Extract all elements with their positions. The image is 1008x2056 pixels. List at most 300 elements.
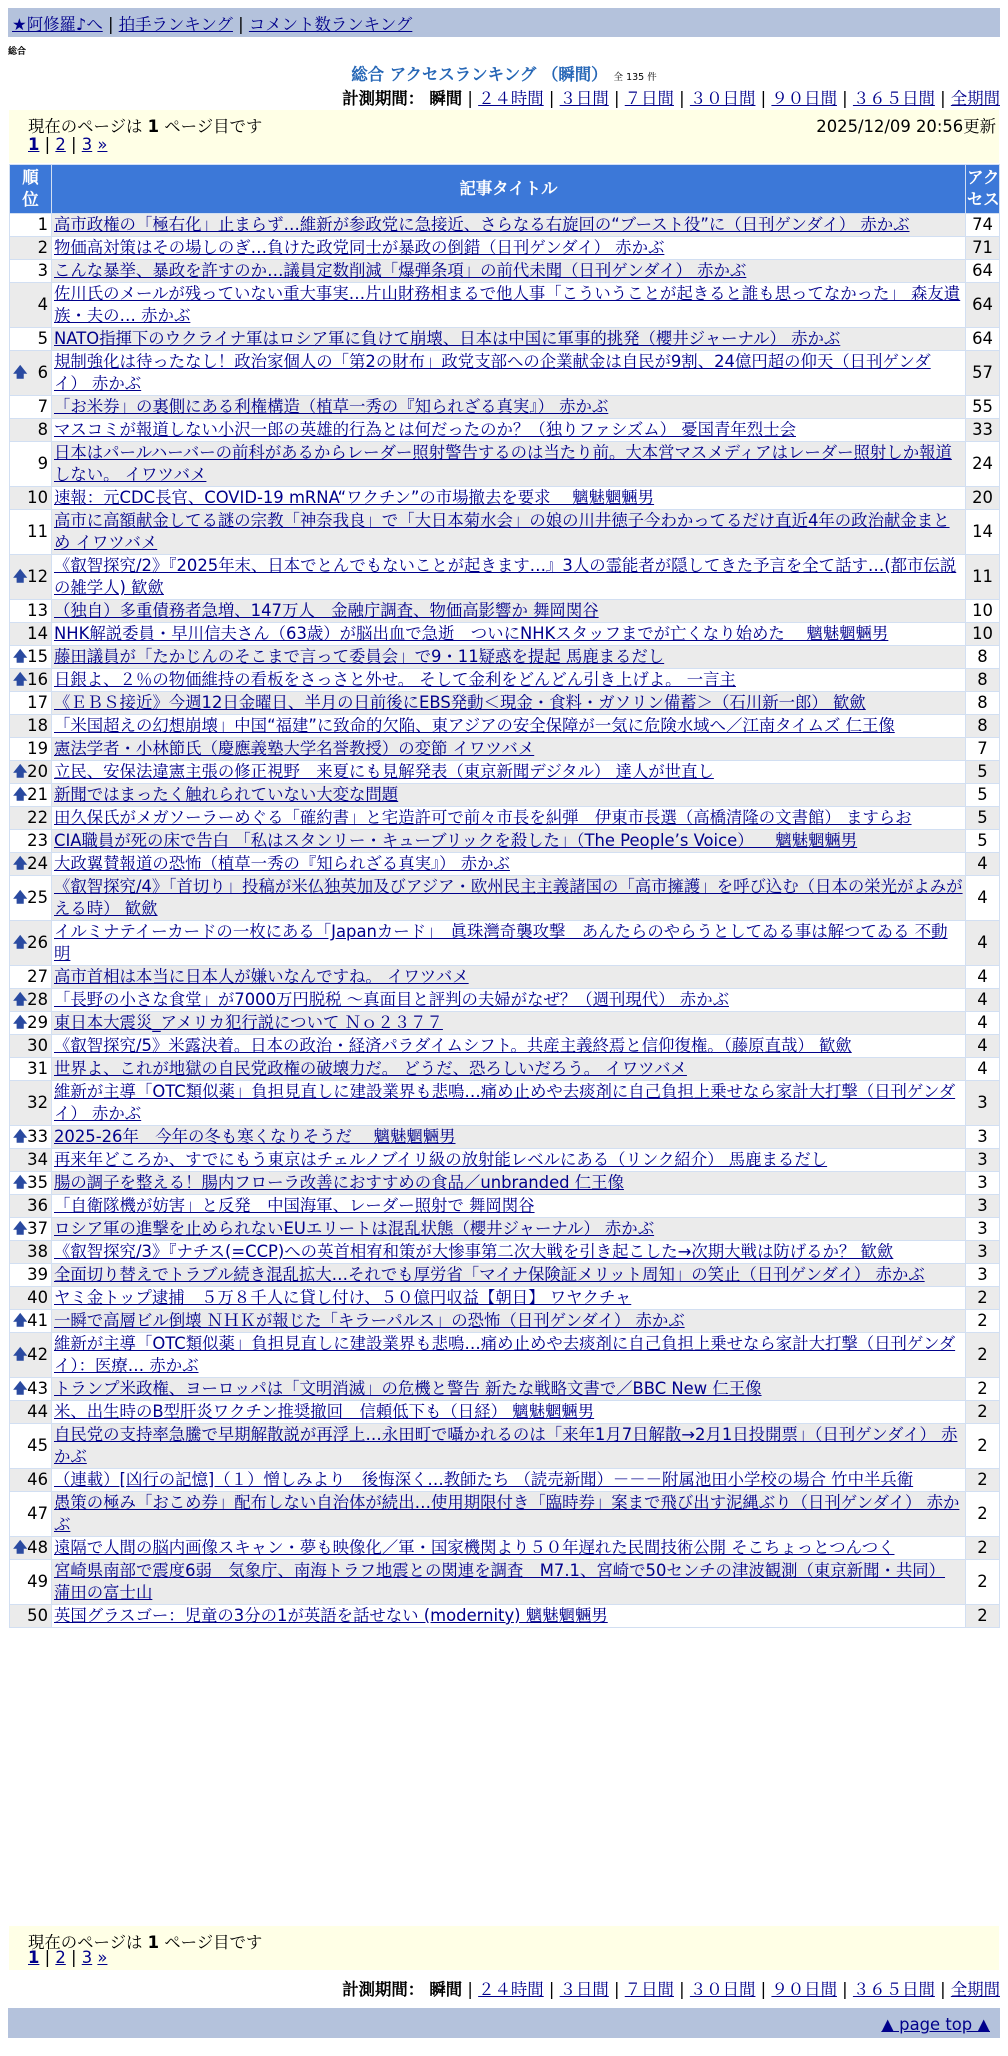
table-row <box>10 237 1000 260</box>
table-row <box>10 830 1000 853</box>
access-count: 57 <box>966 351 1000 396</box>
table-row <box>10 487 1000 510</box>
period-separator: | <box>836 89 853 108</box>
access-count: 64 <box>966 260 1000 283</box>
period-separator: | <box>608 89 625 108</box>
access-count: 3 <box>966 1195 1000 1218</box>
clap-ranking-link[interactable]: 拍手ランキング <box>118 15 233 34</box>
article-link[interactable]: 宮崎県南部で震度6弱 気象庁、南海トラフ地震との関連を調査 M7.1、宮崎で50センチの津波観測（東京新聞・共同） 蒲田の富士山 <box>54 1561 946 1602</box>
access-count: 55 <box>966 396 1000 419</box>
period-label: 計測期間： <box>342 89 425 108</box>
period-separator: | <box>462 1980 479 1999</box>
next-page-link[interactable]: » <box>97 135 108 154</box>
title-cell <box>52 761 966 784</box>
rank-number: 12 <box>27 567 48 586</box>
rank-cell <box>10 600 52 623</box>
home-link[interactable]: ★阿修羅♪へ <box>12 15 103 34</box>
period-selector-bottom <box>342 1976 1000 2000</box>
period-separator: | <box>543 1980 560 1999</box>
access-count: 4 <box>966 1035 1000 1058</box>
table-row <box>10 623 1000 646</box>
access-count: 33 <box>966 419 1000 442</box>
access-count: 2 <box>966 1310 1000 1333</box>
rank-number: 24 <box>27 854 48 873</box>
rank-cell <box>10 1241 52 1264</box>
up-arrow-icon: 🡅 <box>13 764 28 780</box>
article-link[interactable]: トランプ米政権、ヨーロッパは「文明消滅」の危機と警告 新たな戦略文書で／BBC New 仁王像 <box>54 1379 762 1398</box>
access-count: 2 <box>966 1560 1000 1605</box>
access-count: 8 <box>966 715 1000 738</box>
rank-cell <box>10 1469 52 1492</box>
title-cell <box>52 921 966 966</box>
page-top-link[interactable]: ▲ page top ▲ <box>881 2015 990 2034</box>
up-arrow-icon: 🡅 <box>13 672 28 688</box>
access-count: 2 <box>966 1424 1000 1469</box>
title-cell <box>52 853 966 876</box>
rank-number: 2 <box>37 238 48 257</box>
table-row <box>10 396 1000 419</box>
article-link[interactable]: 田久保氏がメガソーラーめぐる「確約書」と宅造許可で前々市長を糾弾 伊東市長選（高橋清隆の文書館） ますらお <box>54 808 912 827</box>
rank-cell <box>10 555 52 600</box>
article-link[interactable]: 維新が主導「OTC類似薬」負担見直しに建設業界も悲鳴…痛め止めや去痰剤に自己負担上乗せなら家計大打撃（日刊ゲンダイ）：医療… 赤かぶ <box>54 1334 956 1375</box>
access-count: 20 <box>966 487 1000 510</box>
title-cell <box>52 1401 966 1424</box>
table-row <box>10 442 1000 487</box>
rank-cell <box>10 328 52 351</box>
access-count: 71 <box>966 237 1000 260</box>
article-link[interactable]: 遠隔で人間の脳内画像スキャン・夢も映像化／軍・国家機関より５０年遅れた民間技術公開 そこちょっとつんつく <box>54 1538 895 1557</box>
period-option-6[interactable]: ３６５日間 <box>852 89 935 108</box>
table-row <box>10 1126 1000 1149</box>
table-row <box>10 715 1000 738</box>
title-cell <box>52 966 966 989</box>
period-separator: | <box>934 89 951 108</box>
rank-header: 順位 <box>10 165 52 214</box>
up-arrow-icon: 🡅 <box>13 1129 28 1145</box>
period-option-3[interactable]: ７日間 <box>624 1980 674 1999</box>
title-cell <box>52 510 966 555</box>
period-option-6[interactable]: ３６５日間 <box>852 1980 935 1999</box>
title-cell <box>52 1378 966 1401</box>
access-count: 11 <box>966 555 1000 600</box>
pagination: 1 | 2 | 3 » <box>28 1948 108 1967</box>
rank-cell <box>10 1424 52 1469</box>
table-row <box>10 1333 1000 1378</box>
title-cell <box>52 1172 966 1195</box>
article-link[interactable]: こんな暴挙、暴政を許すのか…議員定数削減「爆弾条項」の前代未聞（日刊ゲンダイ） 赤かぶ <box>54 261 747 280</box>
up-arrow-icon: 🡅 <box>13 787 28 803</box>
article-link[interactable]: 《叡智探究/5》米露決着。日本の政治・経済パラダイムシフト。共産主義終焉と信仰復権。（藤原直哉） 歓歛 <box>54 1036 852 1055</box>
title-cell <box>52 715 966 738</box>
period-separator: | <box>608 1980 625 1999</box>
rank-number: 10 <box>27 488 48 507</box>
period-separator: | <box>673 89 690 108</box>
period-option-4[interactable]: ３０日間 <box>689 1980 756 1999</box>
rank-cell <box>10 1081 52 1126</box>
access-count: 4 <box>966 989 1000 1012</box>
table-row <box>10 692 1000 715</box>
rank-cell <box>10 966 52 989</box>
access-count: 8 <box>966 669 1000 692</box>
access-count: 3 <box>966 1218 1000 1241</box>
article-link[interactable]: 《叡智探究/4》「首切り」投稿が米仏独英加及びアジア・欧州民主主義諸国の「高市擁護」を呼び込む（日本の栄光がよみがえる時） 歓歛 <box>54 877 963 918</box>
title-cell <box>52 396 966 419</box>
rank-number: 30 <box>27 1036 48 1055</box>
rank-cell <box>10 669 52 692</box>
rank-number: 14 <box>27 624 48 643</box>
table-row <box>10 1172 1000 1195</box>
title-cell <box>52 1149 966 1172</box>
table-row <box>10 1560 1000 1605</box>
table-row <box>10 1241 1000 1264</box>
rank-cell <box>10 510 52 555</box>
period-option-1[interactable]: ２４時間 <box>478 1980 544 1999</box>
period-option-7[interactable]: 全期間 <box>950 1980 1000 1999</box>
title-cell <box>52 1126 966 1149</box>
title-cell <box>52 1287 966 1310</box>
title-cell <box>52 1241 966 1264</box>
rank-number: 13 <box>27 601 48 620</box>
article-link[interactable]: 愚策の極み「おこめ券」配布しない自治体が続出…使用期限付き「臨時券」案まで飛び出す泥縄ぶり（日刊ゲンダイ） 赤かぶ <box>54 1493 960 1534</box>
page-info-box <box>9 110 999 163</box>
title-cell <box>52 646 966 669</box>
rank-cell <box>10 1218 52 1241</box>
rank-number: 41 <box>27 1311 48 1330</box>
access-count: 3 <box>966 1264 1000 1287</box>
article-link[interactable]: 「自衛隊機が妨害」と反発 中国海軍、レーダー照射で 舞岡関谷 <box>54 1196 535 1215</box>
rank-cell <box>10 921 52 966</box>
rank-cell <box>10 1149 52 1172</box>
article-link[interactable]: （連載）[凶行の記憶]（１）憎しみより 後悔深く…教師たち （読売新聞）－－－附属池田小学校の場合 竹中半兵衛 <box>54 1470 914 1489</box>
rank-number: 40 <box>27 1288 48 1307</box>
period-separator: | <box>755 89 772 108</box>
article-link[interactable]: 腸の調子を整える！腸内フローラ改善におすすめの食品／unbranded 仁王像 <box>54 1173 624 1192</box>
rank-number: 8 <box>37 420 48 439</box>
rank-number: 3 <box>37 261 48 280</box>
rank-number: 45 <box>27 1436 48 1455</box>
title-cell <box>52 442 966 487</box>
access-count: 4 <box>966 966 1000 989</box>
table-row <box>10 419 1000 442</box>
access-count: 4 <box>966 1012 1000 1035</box>
access-count: 3 <box>966 1081 1000 1126</box>
table-row <box>10 1469 1000 1492</box>
article-link[interactable]: CIA職員が死の床で告白 「私はスタンリー・キューブリックを殺した」（The People’s Voice） 魑魅魍魎男 <box>54 831 858 850</box>
article-link[interactable]: ヤミ金トップ逮捕 ５万８千人に貸し付け、５０億円収益【朝日】 ワヤクチャ <box>54 1288 632 1307</box>
title-cell <box>52 738 966 761</box>
article-link[interactable]: 憲法学者・小林節氏（慶應義塾大学名誉教授）の変節 イワツバメ <box>54 739 535 758</box>
title-cell <box>52 260 966 283</box>
rank-cell <box>10 1012 52 1035</box>
title-cell <box>52 1424 966 1469</box>
table-row <box>10 214 1000 237</box>
table-row <box>10 761 1000 784</box>
rank-cell <box>10 692 52 715</box>
access-count: 3 <box>966 1172 1000 1195</box>
rank-cell <box>10 1378 52 1401</box>
title-cell <box>52 1081 966 1126</box>
title-cell <box>52 1310 966 1333</box>
rank-number: 48 <box>27 1538 48 1557</box>
article-link[interactable]: 再来年どころか、すでにもう東京はチェルノブイリ級の放射能レベルにある（リンク紹介） 馬鹿まるだし <box>54 1150 828 1169</box>
period-separator: | <box>755 1980 772 1999</box>
comment-ranking-link[interactable]: コメント数ランキング <box>248 15 413 34</box>
access-count: 64 <box>966 328 1000 351</box>
up-arrow-icon: 🡅 <box>13 649 28 665</box>
title-cell <box>52 419 966 442</box>
access-count: 2 <box>966 1492 1000 1537</box>
table-row <box>10 876 1000 921</box>
rank-number: 37 <box>27 1219 48 1238</box>
access-count: 2 <box>966 1469 1000 1492</box>
article-link[interactable]: 世界よ、これが地獄の自民党政権の破壊力だ。 どうだ、恐ろしいだろう。 イワツバメ <box>54 1059 687 1078</box>
ranking-table <box>9 164 1000 1628</box>
article-link[interactable]: 藤田議員が「たかじんのそこまで言って委員会」で9・11疑惑を提起 馬鹿まるだし <box>54 647 665 666</box>
table-row <box>10 510 1000 555</box>
up-arrow-icon: 🡅 <box>13 365 28 381</box>
table-row <box>10 1081 1000 1126</box>
access-count: 2 <box>966 1605 1000 1628</box>
rank-number: 27 <box>27 967 48 986</box>
period-option-2[interactable]: ３日間 <box>559 89 609 108</box>
title-cell <box>52 1195 966 1218</box>
rank-cell <box>10 1605 52 1628</box>
article-link[interactable]: 《叡智探究/3》『ナチス(=CCP)への英首相宥和策が大惨事第二次大戦を引き起こした→次期大戦は防げるか？ 歓歛 <box>54 1242 894 1261</box>
nav-separator: | <box>238 15 244 34</box>
table-row <box>10 669 1000 692</box>
article-link[interactable]: 全面切り替えでトラブル続き混乱拡大…それでも厚労省「マイナ保険証メリット周知」の笑止（日刊ゲンダイ） 赤かぶ <box>54 1265 925 1284</box>
period-option-5[interactable]: ９０日間 <box>771 1980 837 1999</box>
article-link[interactable]: 「米国超えの幻想崩壊」中国“福建”に致命的欠陥、東アジアの安全保障が一気に危険水域へ／江南タイムズ 仁王像 <box>54 716 895 735</box>
rank-cell <box>10 260 52 283</box>
page-info-text: 現在のページは 1 ページ目です <box>28 1933 263 1952</box>
table-row <box>10 1035 1000 1058</box>
article-link[interactable]: 高市に高額献金してる謎の宗教「神奈我良」で「大日本菊水会」の娘の川井徳子今わかってるだけ直近4年の政治献金まとめ イワツバメ <box>54 511 950 552</box>
up-arrow-icon: 🡅 <box>13 1015 28 1031</box>
rank-number: 46 <box>27 1470 48 1489</box>
access-count: 24 <box>966 442 1000 487</box>
article-link[interactable]: 《叡智探究/2》『2025年末、日本でとんでもないことが起きます…』3人の霊能者が隠してきた予言を全て話す…(都市伝説の雑学人) 歓歛 <box>54 556 957 597</box>
article-link[interactable]: 新聞ではまったく触れられていない大変な問題 <box>54 785 399 804</box>
table-row <box>10 1195 1000 1218</box>
up-arrow-icon: 🡅 <box>13 992 28 1008</box>
title-cell <box>52 237 966 260</box>
article-link[interactable]: 英国グラスゴー：児童の3分の1が英語を話せない (modernity) 魑魅魍魎男 <box>54 1606 608 1625</box>
table-row <box>10 1424 1000 1469</box>
title-cell <box>52 214 966 237</box>
rank-number: 42 <box>27 1345 48 1364</box>
page-link-1[interactable]: 1 <box>28 135 40 154</box>
title-cell <box>52 1605 966 1628</box>
table-row <box>10 1264 1000 1287</box>
period-option-3[interactable]: ７日間 <box>624 89 674 108</box>
table-row <box>10 921 1000 966</box>
page-link-2[interactable]: 2 <box>55 1948 66 1967</box>
rank-number: 15 <box>27 647 48 666</box>
article-link[interactable]: 日銀よ、２％の物価維持の看板をさっさと外せ。 そして金利をどんどん引き上げよ。 一言主 <box>54 670 736 689</box>
table-row <box>10 1310 1000 1333</box>
article-link[interactable]: 速報：元CDC長官、COVID-19 mRNA“ワクチン”の市場撤去を要求 魑魅魍魎男 <box>54 488 655 507</box>
period-option-5[interactable]: ９０日間 <box>771 89 837 108</box>
article-link[interactable]: 「長野の小さな食堂」が7000万円脱税 〜真面目と評判の夫婦がなぜ？（週刊現代） 赤かぶ <box>54 990 729 1009</box>
page-link-3[interactable]: 3 <box>81 135 93 154</box>
article-link[interactable]: 規制強化は待ったなし！政治家個人の「第2の財布」政党支部への企業献金は自民が9割、24億円超の仰天（日刊ゲンダイ） 赤かぶ <box>54 352 931 393</box>
access-count: 4 <box>966 876 1000 921</box>
rank-cell <box>10 646 52 669</box>
next-page-link[interactable]: » <box>97 1948 108 1967</box>
top-nav-bar <box>8 8 1000 37</box>
nav-separator: | <box>107 15 114 34</box>
page-link-3[interactable]: 3 <box>81 1948 93 1967</box>
access-header: アクセス <box>966 165 1000 214</box>
article-link[interactable]: 一瞬で高層ビル倒壊 ＮＨＫが報じた「キラーパルス」の恐怖（日刊ゲンダイ） 赤かぶ <box>54 1311 685 1330</box>
rank-cell <box>10 351 52 396</box>
rank-number: 4 <box>37 295 48 314</box>
rank-cell <box>10 214 52 237</box>
article-link[interactable]: ロシア軍の進撃を止められないEUエリートは混乱状態（櫻井ジャーナル） 赤かぶ <box>54 1219 655 1238</box>
rank-cell <box>10 1126 52 1149</box>
article-link[interactable]: （独自）多重債務者急増、147万人 金融庁調査、物価高影響か 舞岡関谷 <box>54 601 599 620</box>
table-row <box>10 600 1000 623</box>
title-cell <box>52 989 966 1012</box>
period-separator: | <box>673 1980 690 1999</box>
rank-cell <box>10 1058 52 1081</box>
table-row <box>10 966 1000 989</box>
period-separator: | <box>934 1980 951 1999</box>
article-link[interactable]: NHK解説委員・早川信夫さん（63歳）が脳出血で急逝 ついにNHKスタッフまでが亡くなり始めた 魑魅魍魎男 <box>54 624 889 643</box>
title-cell <box>52 669 966 692</box>
access-count: 8 <box>966 646 1000 669</box>
article-link[interactable]: イルミナテイーカードの一枚にある「Japanカード」 眞珠灣奇襲攻撃 あんたらのやらうとしてゐる事は解つてゐる 不動明 <box>54 922 948 963</box>
pagination: 1 | 2 | 3 » <box>28 135 108 154</box>
table-row <box>10 1149 1000 1172</box>
article-link[interactable]: 佐川氏のメールが残っていない重大事実…片山財務相まるで他人事「こういうことが起きると誰も思ってなかった」 森友遺族・夫の… 赤かぶ <box>54 284 961 325</box>
rank-cell <box>10 487 52 510</box>
period-option-0: 瞬間 <box>429 1980 463 1999</box>
period-option-7[interactable]: 全期間 <box>950 89 1000 108</box>
period-separator: | <box>543 89 560 108</box>
table-row <box>10 1058 1000 1081</box>
rank-cell <box>10 237 52 260</box>
access-count: 4 <box>966 921 1000 966</box>
access-count: 2 <box>966 1537 1000 1560</box>
up-arrow-icon: 🡅 <box>13 569 28 585</box>
rank-number: 17 <box>27 693 48 712</box>
page-info-box-bottom <box>9 1926 999 1970</box>
page-info-text: 現在のページは 1 ページ目です <box>28 117 263 136</box>
access-count: 5 <box>966 761 1000 784</box>
title-cell <box>52 784 966 807</box>
title-cell <box>52 623 966 646</box>
item-count: 全 135 件 <box>613 72 657 83</box>
access-count: 2 <box>966 1287 1000 1310</box>
article-link[interactable]: 自民党の支持率急騰で早期解散説が再浮上…永田町で囁かれるのは「来年1月7日解散→2月1日投開票」（日刊ゲンダイ） 赤かぶ <box>54 1425 958 1466</box>
access-count: 14 <box>966 510 1000 555</box>
period-option-0: 瞬間 <box>429 89 463 108</box>
table-row <box>10 260 1000 283</box>
title-cell <box>52 807 966 830</box>
period-option-1[interactable]: ２４時間 <box>478 89 544 108</box>
title-cell <box>52 1218 966 1241</box>
rank-number: 50 <box>27 1606 48 1625</box>
article-link[interactable]: 「お米券」の裏側にある利権構造（植草一秀の『知られざる真実』） 赤かぶ <box>54 397 609 416</box>
rank-number: 32 <box>27 1093 48 1112</box>
access-count: 74 <box>966 214 1000 237</box>
access-count: 4 <box>966 1058 1000 1081</box>
period-separator: | <box>836 1980 853 1999</box>
rank-cell <box>10 876 52 921</box>
article-link[interactable]: 物価高対策はその場しのぎ…負けた政党同士が暴政の倒錯（日刊ゲンダイ） 赤かぶ <box>54 238 665 257</box>
title-cell <box>52 1492 966 1537</box>
rank-number: 39 <box>27 1265 48 1284</box>
title-cell <box>52 487 966 510</box>
article-link[interactable]: 米、出生時のB型肝炎ワクチン推奨撤回 信頼低下も（日経） 魑魅魍魎男 <box>54 1402 595 1421</box>
access-count: 4 <box>966 853 1000 876</box>
title-cell <box>52 351 966 396</box>
access-count: 2 <box>966 1333 1000 1378</box>
title-cell <box>52 555 966 600</box>
article-link[interactable]: マスコミが報道しない小沢一郎の英雄的行為とは何だったのか？（独りファシズム） 憂国青年烈士会 <box>54 420 796 439</box>
article-link[interactable]: 立民、安保法違憲主張の修正視野 来夏にも見解発表（東京新聞デジタル） 達人が世直し <box>54 762 714 781</box>
rank-cell <box>10 715 52 738</box>
category-label: 総合 <box>8 47 27 57</box>
period-label: 計測期間： <box>342 1980 425 1999</box>
table-row <box>10 351 1000 396</box>
title-header: 記事タイトル <box>52 165 966 214</box>
article-link[interactable]: 高市政権の「極右化」止まらず…維新が参政党に急接近、さらなる右旋回の“ブースト役”に（日刊ゲンダイ） 赤かぶ <box>54 215 910 234</box>
title-cell <box>52 1264 966 1287</box>
period-option-2[interactable]: ３日間 <box>559 1980 609 1999</box>
rank-number: 21 <box>27 785 48 804</box>
table-row <box>10 283 1000 328</box>
rank-number: 5 <box>37 329 48 348</box>
article-link[interactable]: 東日本大震災_アメリカ犯行説について Ｎｏ２３７７ <box>54 1013 443 1032</box>
rank-number: 47 <box>27 1504 48 1523</box>
access-count: 2 <box>966 1378 1000 1401</box>
title-cell <box>52 328 966 351</box>
article-link[interactable]: 高市首相は本当に日本人が嫌いなんですね。 イワツバメ <box>54 967 469 986</box>
access-count: 5 <box>966 784 1000 807</box>
rank-cell <box>10 1264 52 1287</box>
rank-cell <box>10 1560 52 1605</box>
access-count: 5 <box>966 830 1000 853</box>
title-cell <box>52 600 966 623</box>
rank-cell <box>10 1537 52 1560</box>
footer-bar <box>8 2008 1000 2038</box>
access-count: 5 <box>966 807 1000 830</box>
article-link[interactable]: 維新が主導「OTC類似薬」負担見直しに建設業界も悲鳴…痛め止めや去痰剤に自己負担上乗せなら家計大打撃（日刊ゲンダイ） 赤かぶ <box>54 1082 956 1123</box>
article-link[interactable]: 《ＥＢＳ接近》今週12日金曜日、半月の日前後にEBS発動＜現金・食料・ガソリン備蓄＞（石川新一郎） 歓歛 <box>54 693 866 712</box>
access-count: 3 <box>966 1126 1000 1149</box>
rank-number: 29 <box>27 1013 48 1032</box>
table-row <box>10 555 1000 600</box>
table-row <box>10 1492 1000 1537</box>
table-row <box>10 328 1000 351</box>
up-arrow-icon: 🡅 <box>13 1540 28 1556</box>
rank-cell <box>10 1492 52 1537</box>
article-link[interactable]: 大政翼賛報道の恐怖（植草一秀の『知られざる真実』） 赤かぶ <box>54 854 510 873</box>
access-count: 3 <box>966 1149 1000 1172</box>
period-option-4[interactable]: ３０日間 <box>689 89 756 108</box>
rank-cell <box>10 1195 52 1218</box>
up-arrow-icon: 🡅 <box>13 1175 28 1191</box>
article-link[interactable]: 日本はパールハーバーの前科があるからレーダー照射警告するのは当たり前。大本営マスメディアはレーダー照射しか報道しない。 イワツバメ <box>54 443 952 484</box>
up-arrow-icon: 🡅 <box>13 1221 28 1237</box>
page-link-1[interactable]: 1 <box>28 1948 40 1967</box>
article-link[interactable]: 2025-26年 今年の冬も寒くなりそうだ 魑魅魍魎男 <box>54 1127 456 1146</box>
article-link[interactable]: NATO指揮下のウクライナ軍はロシア軍に負けて崩壊、日本は中国に軍事的挑発（櫻井ジャーナル） 赤かぶ <box>54 329 841 348</box>
page-link-2[interactable]: 2 <box>55 135 66 154</box>
